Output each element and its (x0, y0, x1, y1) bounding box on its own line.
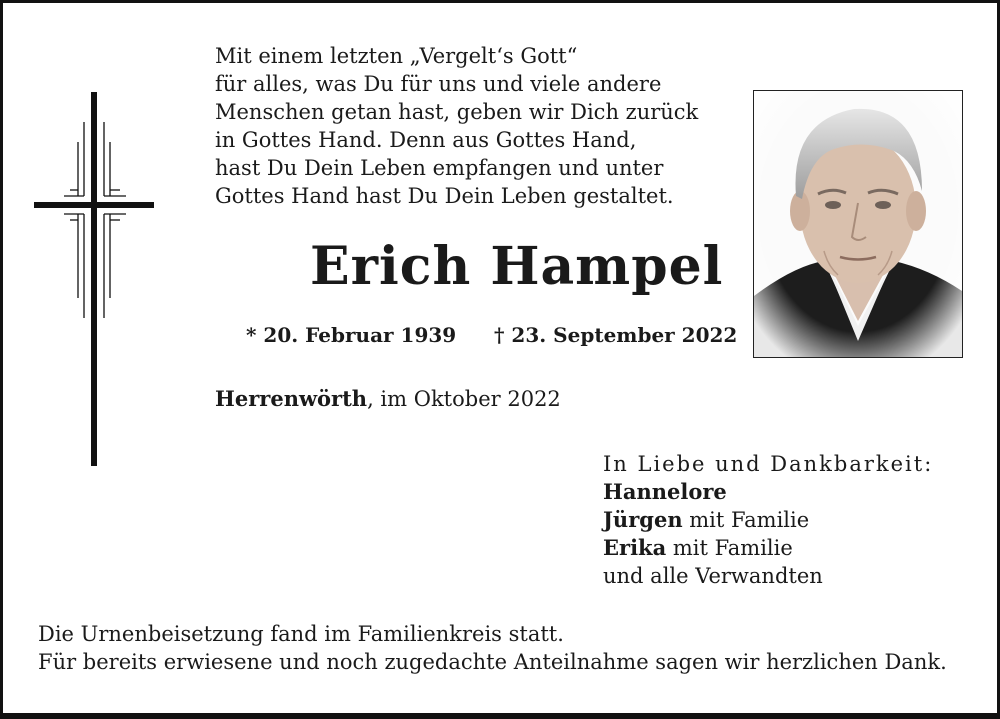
footer-notice (38, 620, 947, 676)
cross-icon (34, 92, 156, 468)
family-signature (603, 450, 933, 590)
place-date-line (215, 386, 561, 411)
verse-line: Mit einem letzten „Vergelt‘s Gott“ (215, 44, 578, 68)
portrait-photo (753, 90, 963, 358)
family-member (603, 478, 933, 506)
date-text: , im Oktober 2022 (367, 387, 561, 411)
verse-line: für alles, was Du für uns und viele andere (215, 72, 662, 96)
birth-date: * 20. Februar 1939 (246, 323, 457, 347)
family-member (603, 506, 933, 534)
portrait-illustration (754, 91, 962, 357)
family-intro: In Liebe und Dankbarkeit: (603, 452, 934, 476)
family-member (603, 534, 933, 562)
place-name: Herrenwörth (215, 386, 368, 411)
footer-line: Die Urnenbeisetzung fand im Familienkreis statt. (38, 622, 564, 646)
verse-line: Menschen getan hast, geben wir Dich zurück (215, 100, 699, 124)
memorial-verse (215, 42, 735, 210)
verse-line: in Gottes Hand. Denn aus Gottes Hand, (215, 128, 637, 152)
family-member-name: Hannelore (603, 479, 727, 504)
deceased-name: Erich Hampel (310, 236, 724, 297)
death-date: † 23. September 2022 (494, 323, 738, 347)
verse-line: Gottes Hand hast Du Dein Leben gestaltet. (215, 184, 674, 208)
verse-line: hast Du Dein Leben empfangen und unter (215, 156, 664, 180)
footer-line: Für bereits erwiesene und noch zugedachte Anteilnahme sagen wir herzlichen Dank. (38, 650, 947, 674)
family-member-suffix: mit Familie (682, 508, 810, 532)
family-member-name: Erika (603, 535, 667, 560)
family-closing: und alle Verwandten (603, 564, 823, 588)
family-member-name: Jürgen (603, 507, 683, 532)
family-member-suffix: mit Familie (666, 536, 793, 560)
